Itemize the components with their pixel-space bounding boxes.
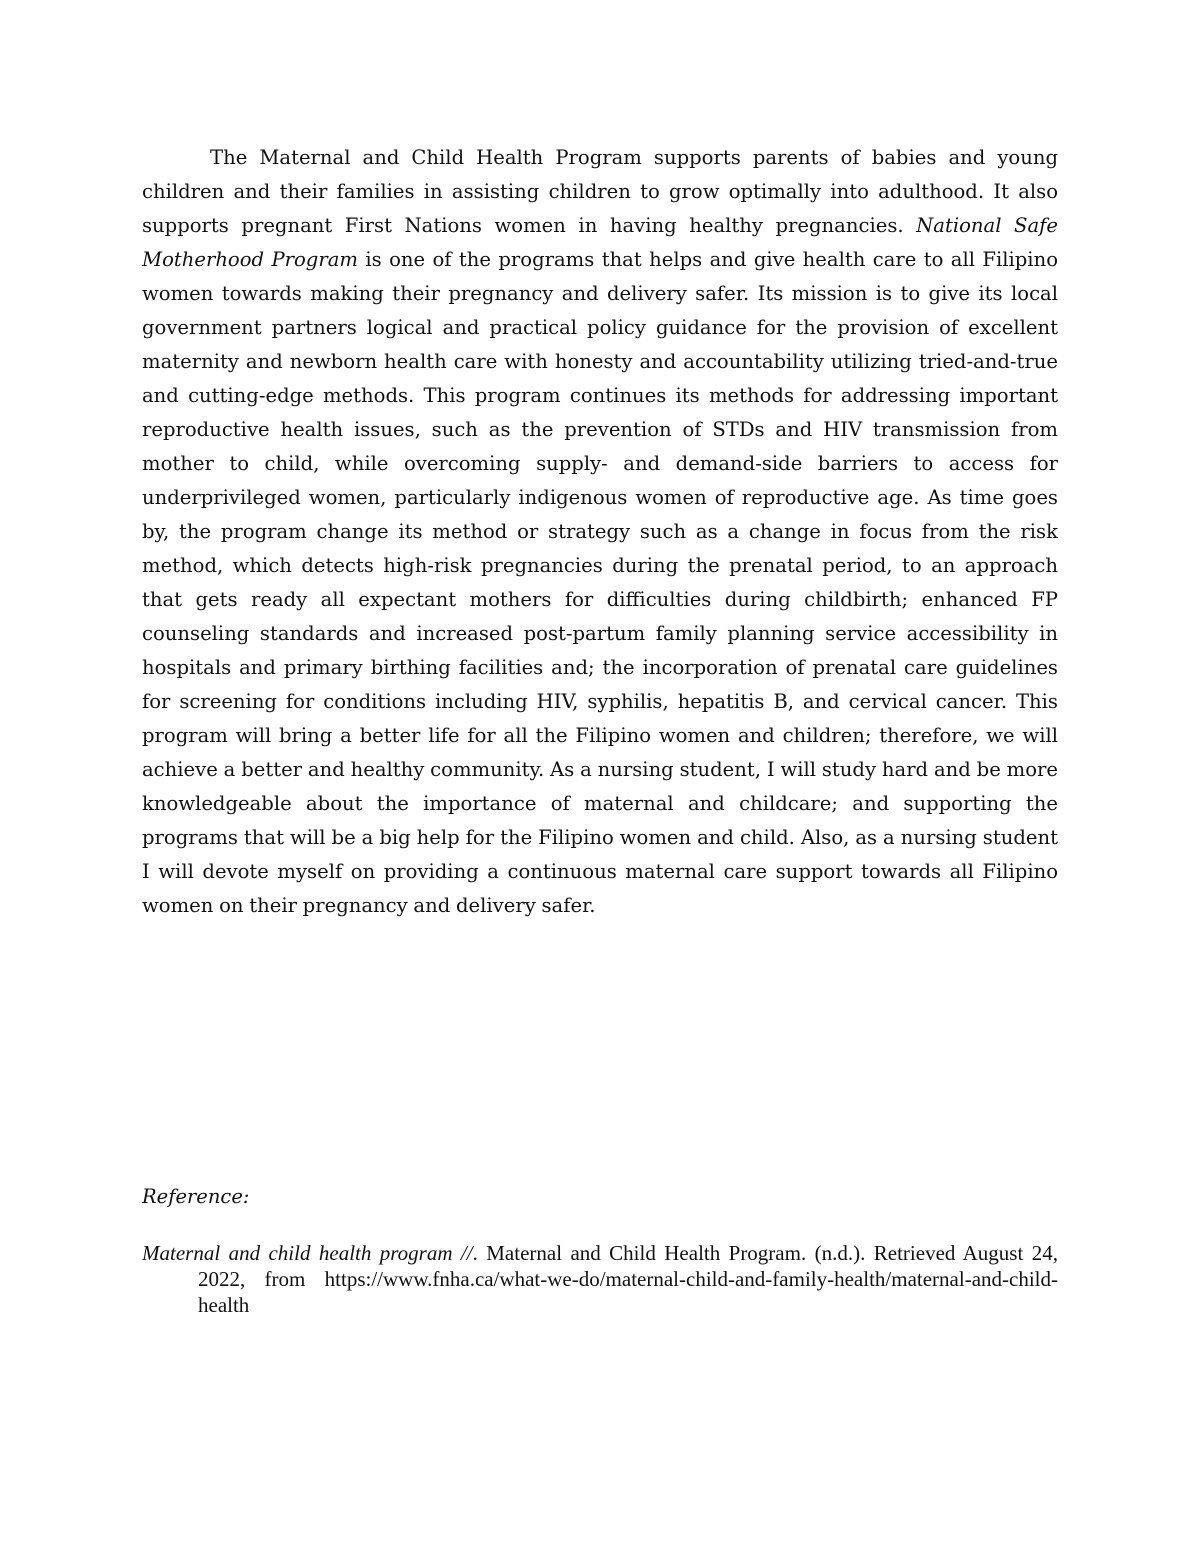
reference-entry <box>142 1240 1058 1318</box>
paragraph-rest: is one of the programs that helps and give health care to all Filipino women towards making their pregnancy and delivery safer. Its mission is to give its local government partners logical and practical policy guidance for the provision of excellent maternity and newborn health care with honesty and accountability utilizing tried-and-true and cutting-edge methods. This program continues its methods for addressing important reproductive health issues, such as the prevention of STDs and HIV transmission from mother to child, while overcoming supply- and demand-side barriers to access for underprivileged women, particularly indigenous women of reproductive age. As time goes by, the program change its method or strategy such as a change in focus from the risk method, which detects high-risk pregnancies during the prenatal period, to an approach that gets ready all expectant mothers for difficulties during childbirth; enhanced FP counseling standards and increased post-partum family planning service accessibility in hospitals and primary birthing facilities and; the incorporation of prenatal care guidelines for screening for conditions including HIV, syphilis, hepatitis B, and cervical cancer. This program will bring a better life for all the Filipino women and children; therefore, we will achieve a better and healthy community. As a nursing student, I will study hard and be more knowledgeable about the importance of maternal and childcare; and supporting the programs that will be a big help for the Filipino women and child. Also, as a nursing student I will devote myself on providing a continuous maternal care support towards all Filipino women on their pregnancy and delivery safer. <box>142 248 1058 917</box>
program-name: National Safe Motherhood Program <box>142 214 1058 271</box>
paragraph-intro: The Maternal and Child Health Program supports parents of babies and young children and their families in assisting children to grow optimally into adulthood. It also supports pregnant First Nations women in having healthy pregnancies. <box>142 146 1058 237</box>
reference-heading: Reference: <box>142 1185 250 1208</box>
reference-citation: . Maternal and Child Health Program. (n.d.). Retrieved August 24, 2022, from https://www.fnha.ca/what-we-do/maternal-child-and-family-health/maternal-and-child-health <box>198 1241 1058 1317</box>
reference-title: Maternal and child health program // <box>142 1241 473 1265</box>
body-paragraph <box>142 141 1058 923</box>
